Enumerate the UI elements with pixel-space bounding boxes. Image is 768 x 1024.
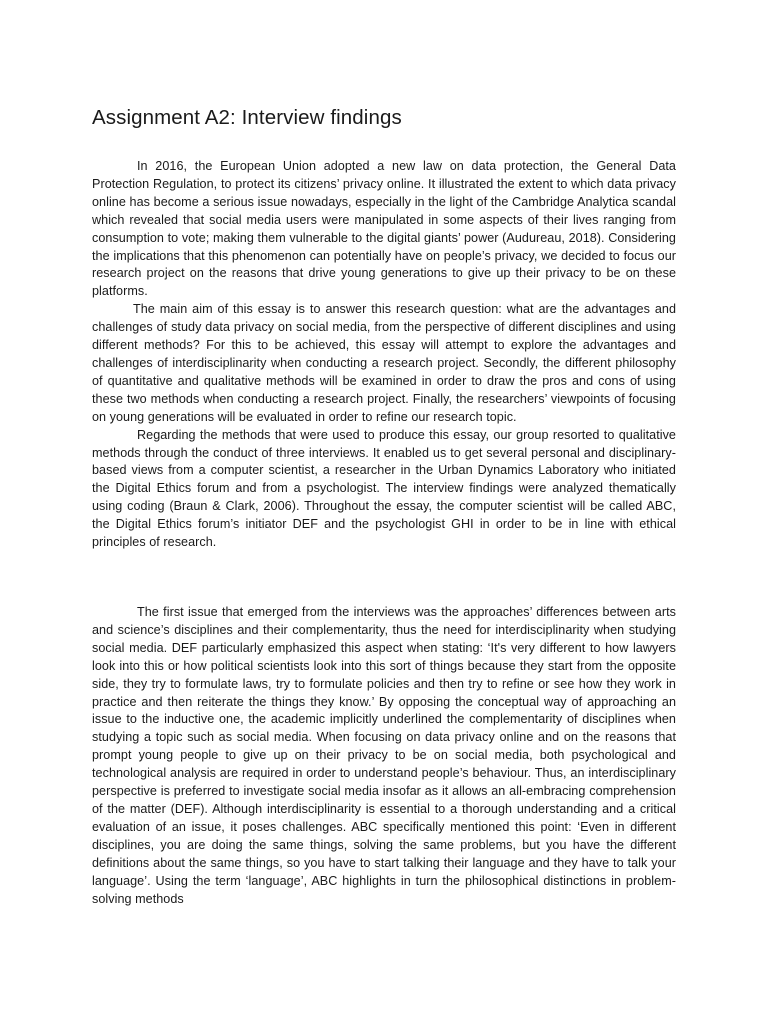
introduction-section <box>92 158 676 552</box>
paragraph-intro: In 2016, the European Union adopted a new law on data protection, the General Data Protection Regulation, to protect its citizens’ privacy online. It illustrated the extent to which data privacy online has become a serious issue nowadays, especially in the light of the Cambridge Analytica scandal which revealed that social media users were manipulated in some aspects of their lives ranging from consumption to vote; making them vulnerable to the digital giants’ power (Audureau, 2018). Considering the implications that this phenomenon can potentially have on people’s privacy, we decided to focus our research project on the reasons that drive young generations to give up their privacy to be on these platforms. <box>92 159 676 299</box>
document-title: Assignment A2: Interview findings <box>92 106 402 129</box>
paragraph-methods: Regarding the methods that were used to produce this essay, our group resorted to qualitative methods through the conduct of three interviews. It enabled us to get several personal and disciplinary-based views from a computer scientist, a researcher in the Urban Dynamics Laboratory who initiated the Digital Ethics forum and from a psychologist. The interview findings were analyzed thematically using coding (Braun & Clark, 2006). Throughout the essay, the computer scientist will be called ABC, the Digital Ethics forum’s initiator DEF and the psychologist GHI in order to be in line with ethical principles of research. <box>92 427 676 550</box>
paragraph-first-issue: The first issue that emerged from the interviews was the approaches’ differences between arts and science’s disciplines and their complementarity, thus the need for interdisciplinarity when studying social media. DEF particularly emphasized this aspect when stating: ‘It's very different to how lawyers look into this or how political scientists look into this sort of things because they start from the opposite side, they try to formulate laws, try to formulate policies and then try to refine or see how they work in practice and then reiterate the things they know.’ By opposing the conceptual way of approaching an issue to the inductive one, the academic implicitly underlined the complementarity of disciplines when studying a topic such as social media. When focusing on data privacy online and on the reasons that prompt young people to give up on their privacy to be on social media, both psychological and technological analysis are required in order to understand people’s behaviour. Thus, an interdisciplinary perspective is preferred to investigate social media insofar as it allows an all-embracing comprehension of the matter (DEF). Although interdisciplinarity is essential to a thorough understanding and a critical evaluation of an issue, it poses challenges. ABC specifically mentioned this point: ‘Even in different disciplines, you are doing the same things, solving the same problems, but you have the different definitions about the same things, so you have to start talking their language and they have to talk your language’. Using the term ‘language’, ABC highlights in turn the philosophical distinctions in problem-solving methods <box>92 605 676 906</box>
findings-section <box>92 604 676 908</box>
paragraph-aim: The main aim of this essay is to answer this research question: what are the advantages and challenges of study data privacy on social media, from the perspective of different disciplines and using different methods? For this to be achieved, this essay will attempt to explore the advantages and challenges of interdisciplinarity when conducting a research project. Secondly, the different philosophy of quantitative and qualitative methods will be examined in order to draw the pros and cons of using these two methods when conducting a research project. Finally, the researchers’ viewpoints of focusing on young generations will be evaluated in order to refine our research topic. <box>92 302 676 424</box>
